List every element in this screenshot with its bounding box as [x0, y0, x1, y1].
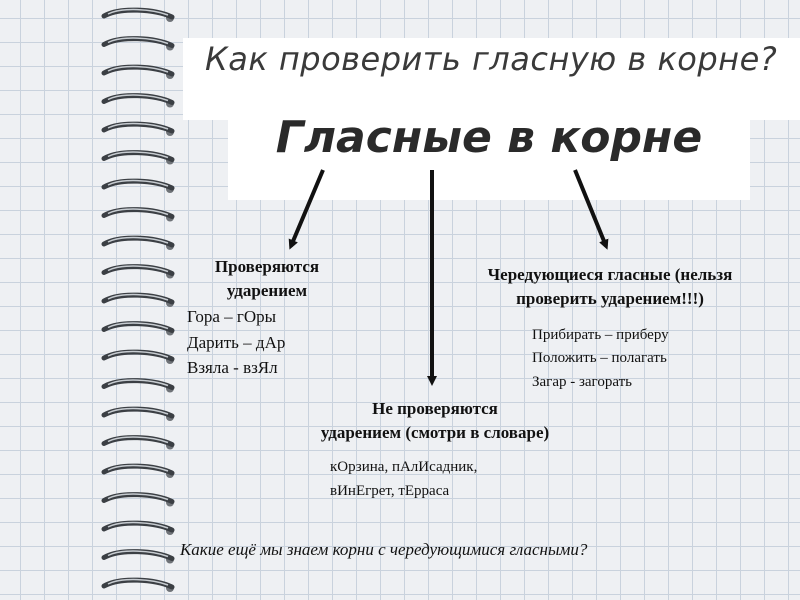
right-examples — [532, 324, 669, 394]
diagram-root-label: Гласные в корне — [275, 112, 703, 163]
list-item: Прибирать – приберу — [532, 327, 669, 343]
center-heading-line1: Не проверяются — [372, 399, 498, 418]
left-examples — [187, 304, 285, 381]
list-item: Гора – гОры — [187, 307, 277, 326]
center-heading-line2: ударением (смотри в словаре) — [320, 422, 550, 442]
list-item: Загар - загорать — [532, 373, 633, 390]
list-item: кОрзина, пАлИсадник, — [330, 459, 478, 475]
list-item: Положить – полагать — [532, 350, 667, 367]
right-heading-line1: Чередующиеся гласные (нельзя — [487, 265, 733, 284]
closing-question: Какие ещё мы знаем корни с чередующимися гласными? — [180, 540, 588, 559]
center-branch-heading — [285, 397, 585, 445]
list-item: Взяла - взЯл — [187, 358, 278, 377]
list-item: Дарить – дАр — [187, 332, 286, 352]
left-heading-line1: Проверяются — [214, 257, 320, 276]
list-item: вИнЕгрет, тЕрраса — [330, 483, 450, 499]
spiral-binding — [100, 0, 180, 600]
center-examples — [330, 455, 477, 503]
left-heading-line2: ударением — [226, 280, 308, 300]
right-heading-line2: проверить ударением!!!) — [516, 288, 704, 308]
page-title: Как проверить гласную в корне? — [205, 40, 778, 78]
right-branch-heading — [455, 263, 765, 311]
left-branch-heading — [192, 255, 342, 303]
